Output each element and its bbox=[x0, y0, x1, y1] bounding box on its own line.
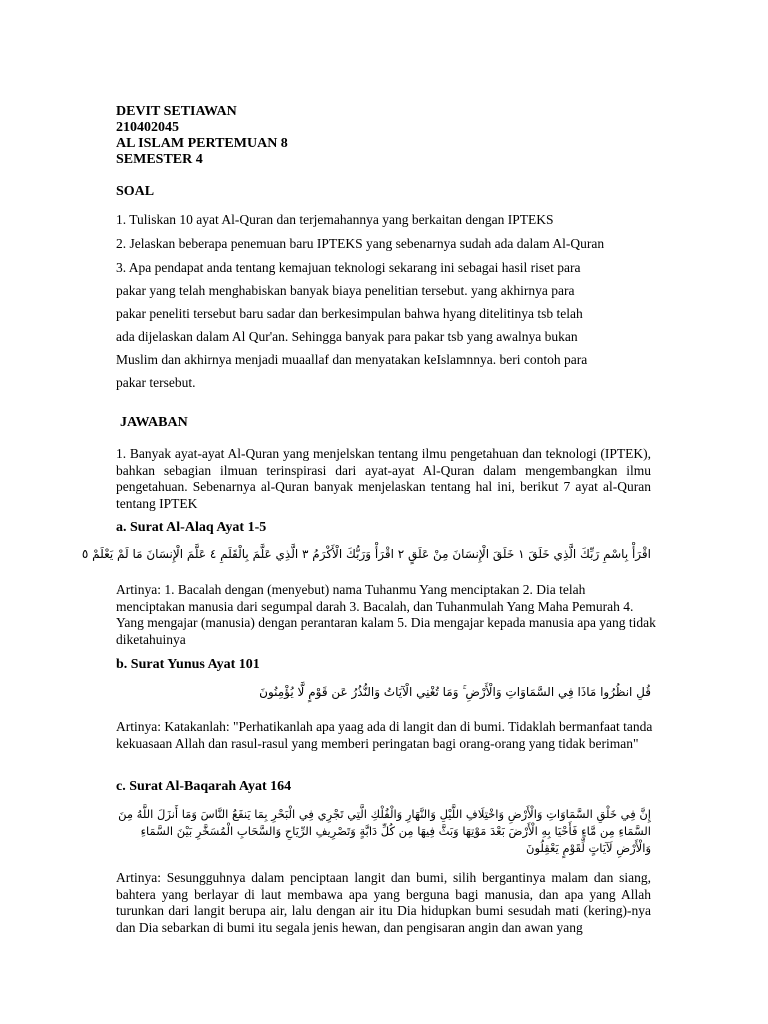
question-line: 1. Tuliskan 10 ayat Al-Quran dan terjemahannya yang berkaitan dengan IPTEKS bbox=[116, 212, 554, 227]
question-line: pakar yang telah menghabiskan banyak biaya penelitian tersebut. yang akhirnya para bbox=[116, 283, 575, 298]
course-title: AL ISLAM PERTEMUAN 8 bbox=[116, 136, 288, 151]
question-line: pakar tersebut. bbox=[116, 375, 196, 390]
arabic-verse-al-alaq: اقْرَأْ بِاسْمِ رَبِّكَ الَّذِي خَلَقَ ١ خَلَقَ الْإِنسَانَ مِنْ عَلَقٍ ٢ اقْرَأْ وَرَبُّكَ الْأَكْرَمُ ٣ الَّذِي عَلَّمَ بِالْقَلَمِ ٤ عَلَّمَ الْإِنسَانَ مَا لَمْ يَعْلَمْ ٥ bbox=[81, 547, 651, 561]
question-line: 2. Jelaskan beberapa penemuan baru IPTEKS yang sebenarnya sudah ada dalam Al-Quran bbox=[116, 236, 605, 251]
semester-label: SEMESTER 4 bbox=[116, 152, 203, 167]
section-heading-al-baqarah: c. Surat Al-Baqarah Ayat 164 bbox=[116, 779, 292, 794]
section-heading-yunus: b. Surat Yunus Ayat 101 bbox=[116, 657, 260, 672]
question-line: pakar peneliti tersebut baru sadar dan berkesimpulan bahwa hyang ditelitinya tsb telah bbox=[116, 306, 583, 321]
soal-heading: SOAL bbox=[116, 184, 155, 199]
question-line: 3. Apa pendapat anda tentang kemajuan teknologi sekarang ini sebagai hasil riset para bbox=[116, 260, 581, 275]
document-header bbox=[116, 104, 288, 168]
arabic-verse-yunus: قُلِ انظُرُوا مَاذَا فِي السَّمَاوَاتِ وَالْأَرْضِ ۚ وَمَا تُغْنِي الْآيَاتُ وَالنُّذُرُ عَن قَوْمٍ لَّا يُؤْمِنُونَ bbox=[259, 685, 651, 699]
author-name: DEVIT SETIAWAN bbox=[116, 104, 237, 119]
translation-yunus: Artinya: Katakanlah: "Perhatikanlah apa yaag ada di langit dan di bumi. Tidaklah bermanfaat tanda kekuasaan Allah dan rasul-rasul yang memberi peringatan bagi orang-orang yang tidak beriman" bbox=[116, 719, 653, 751]
question-line: ada dijelaskan dalam Al Qur'an. Sehingga banyak para pakar tsb yang awalnya bukan bbox=[116, 329, 578, 344]
question-line: Muslim dan akhirnya menjadi muaallaf dan menyatakan keIslamnnya. beri contoh para bbox=[116, 352, 588, 367]
translation-al-alaq: Artinya: 1. Bacalah dengan (menyebut) nama Tuhanmu Yang menciptakan 2. Dia telah menciptakan manusia dari segumpal darah 3. Bacalah, dan Tuhanmulah Yang Maha Pemurah 4. Yang mengajar (manusia) dengan perantaran kalam 5. Dia mengajar kepada manusia apa yang tidak diketahuinya bbox=[116, 582, 656, 647]
translation-al-baqarah: Artinya: Sesungguhnya dalam penciptaan langit dan bumi, silih bergantinya malam dan siang, bahtera yang berlayar di laut membawa apa yang berguna bagi manusia, dan apa yang Allah turunkan dari langit berupa air, lalu dengan air itu Dia hidupkan bumi sesudah mati (kering)-nya dan Dia sebarkan di bumi itu segala jenis hewan, dan pengisaran angin dan awan yang bbox=[116, 870, 651, 935]
jawaban-heading: JAWABAN bbox=[120, 415, 188, 430]
arabic-verse-al-baqarah: إِنَّ فِي خَلْقِ السَّمَاوَاتِ وَالْأَرْضِ وَاخْتِلَافِ اللَّيْلِ وَالنَّهَارِ وَالْفُلْكِ الَّتِي تَجْرِي فِي الْبَحْرِ بِمَا يَنفَعُ النَّاسَ وَمَا أَنزَلَ اللَّهُ مِنَ السَّمَاءِ مِن مَّاءٍ فَأَحْيَا بِهِ الْأَرْضَ بَعْدَ مَوْتِهَا وَبَثَّ فِيهَا مِن كُلِّ دَابَّةٍ وَتَصْرِيفِ الرِّيَاحِ وَالسَّحَابِ الْمُسَخَّرِ بَيْنَ السَّمَاءِ وَالْأَرْضِ لَآيَاتٍ لِّقَوْمٍ يَعْقِلُونَ bbox=[118, 807, 651, 855]
section-heading-al-alaq: a. Surat Al-Alaq Ayat 1-5 bbox=[116, 520, 267, 535]
student-id: 210402045 bbox=[116, 120, 179, 135]
answer-intro: 1. Banyak ayat-ayat Al-Quran yang menjelskan tentang ilmu pengetahuan dan teknologi (IPTEK), bahkan sebagian ilmuan terinspirasi dari ayat-ayat Al-Quran dalam mengembangkan ilmu pengetahuan. Sebenarnya al-Quran banyak menjelaskan tentang hal ini, berikut 7 ayat al-Quran tentang IPTEK bbox=[116, 446, 651, 511]
